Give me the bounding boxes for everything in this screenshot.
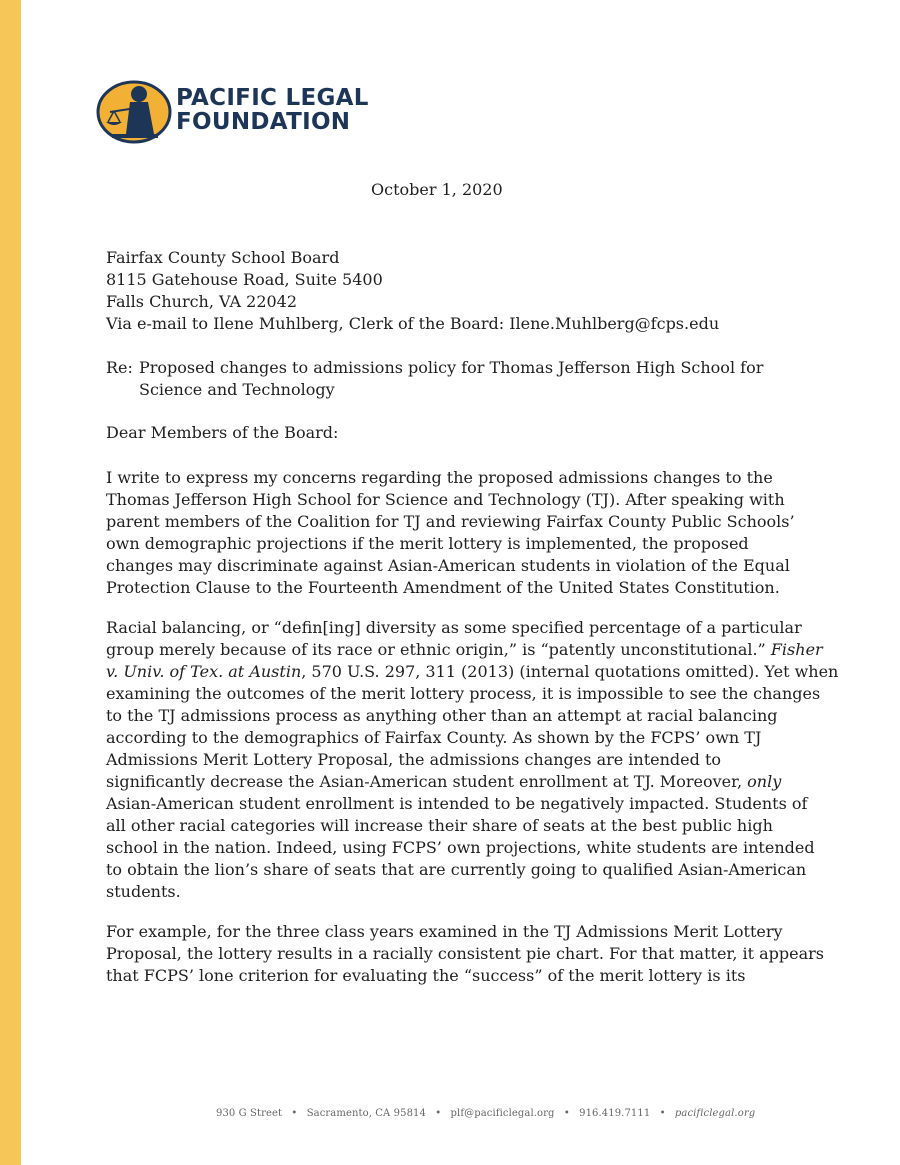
logo-wordmark [176,86,369,134]
footer-website: pacificlegal.org [674,1108,756,1119]
scales-of-justice-emblem-icon [96,78,172,146]
paragraph-text: significantly decrease the Asian-American student enrollment at TJ. Moreover, [106,772,748,791]
paragraph-line: to the TJ admissions process as anything other than an attempt at racial balancing [106,706,778,725]
paragraph-line: Racial balancing, or “defin[ing] diversity as some specified percentage of a particular [106,618,802,637]
paragraph-line [106,639,823,661]
paragraph-line: Admissions Merit Lottery Proposal, the admissions changes are intended to [106,750,722,769]
logo-line-2: FOUNDATION [176,109,351,135]
paragraph-line: all other racial categories will increase their share of seats at the best public high [106,816,773,835]
logo-line-1: PACIFIC LEGAL [176,85,369,111]
side-accent-bar [0,0,21,1165]
paragraph-2 [106,617,839,903]
re-text [106,357,786,401]
paragraph-line: own demographic projections if the merit lottery is implemented, the proposed [106,534,749,553]
paragraph-line: Protection Clause to the Fourteenth Amendment of the United States Constitution. [106,578,780,597]
paragraph-line: Asian-American student enrollment is intended to be negatively impacted. Students of [106,794,808,813]
paragraph-line: that FCPS’ lone criterion for evaluating the “success” of the merit lottery is its [106,966,746,985]
emphasis-italic: only [747,772,782,791]
address-line: Falls Church, VA 22042 [106,292,298,311]
footer-separator: • [659,1108,666,1119]
subject-line [106,357,786,401]
paragraph-line: I write to express my concerns regarding the proposed admissions changes to the [106,468,773,487]
footer-address: 930 G Street [216,1108,283,1119]
paragraph-line: to obtain the lion’s share of seats that are currently going to qualified Asian-American [106,860,807,879]
salutation: Dear Members of the Board: [106,423,339,442]
paragraph-line [106,771,806,793]
paragraph-1 [106,467,806,599]
re-line: Proposed changes to admissions policy for Thomas Jefferson High School for [139,358,764,377]
re-label: Re: [106,358,133,377]
footer-separator: • [435,1108,442,1119]
footer-city: Sacramento, CA 95814 [306,1108,426,1119]
footer-email: plf@pacificlegal.org [450,1108,555,1119]
recipient-address [106,247,719,335]
pacific-legal-foundation-logo [96,78,406,150]
re-line: Science and Technology [139,380,335,399]
address-line: Via e-mail to Ilene Muhlberg, Clerk of the Board: Ilene.Muhlberg@fcps.edu [106,314,720,333]
paragraph-line: according to the demographics of Fairfax County. As shown by the FCPS’ own TJ [106,728,762,747]
paragraph-text: group merely because of its race or ethnic origin,” is “patently unconstitutional.” [106,640,771,659]
paragraph-text: , 570 U.S. 297, 311 (2013) (internal quotations omitted). Yet when [301,662,839,681]
case-citation-italic: v. Univ. of Tex. at Austin [106,662,302,681]
paragraph-line: school in the nation. Indeed, using FCPS’ own projections, white students are intended [106,838,815,857]
paragraph-line: Proposal, the lottery results in a racially consistent pie chart. For that matter, it appears [106,944,825,963]
footer-phone: 916.419.7111 [579,1108,651,1119]
letter-date: October 1, 2020 [371,180,503,199]
paragraph-line: students. [106,882,181,901]
case-citation-italic: Fisher [770,640,823,659]
paragraph-line: examining the outcomes of the merit lottery process, it is impossible to see the changes [106,684,821,703]
paragraph-line: For example, for the three class years examined in the TJ Admissions Merit Lottery [106,922,783,941]
address-line: 8115 Gatehouse Road, Suite 5400 [106,270,383,289]
paragraph-line: parent members of the Coalition for TJ and reviewing Fairfax County Public Schools’ [106,512,795,531]
paragraph-line: changes may discriminate against Asian-American students in violation of the Equal [106,556,790,575]
address-line: Fairfax County School Board [106,248,340,267]
footer-separator: • [291,1108,298,1119]
paragraph-line [106,661,839,683]
paragraph-line: Thomas Jefferson High School for Science and Technology (TJ). After speaking with [106,490,785,509]
letterhead-footer [216,1108,755,1119]
paragraph-3 [106,921,825,987]
footer-separator: • [563,1108,570,1119]
